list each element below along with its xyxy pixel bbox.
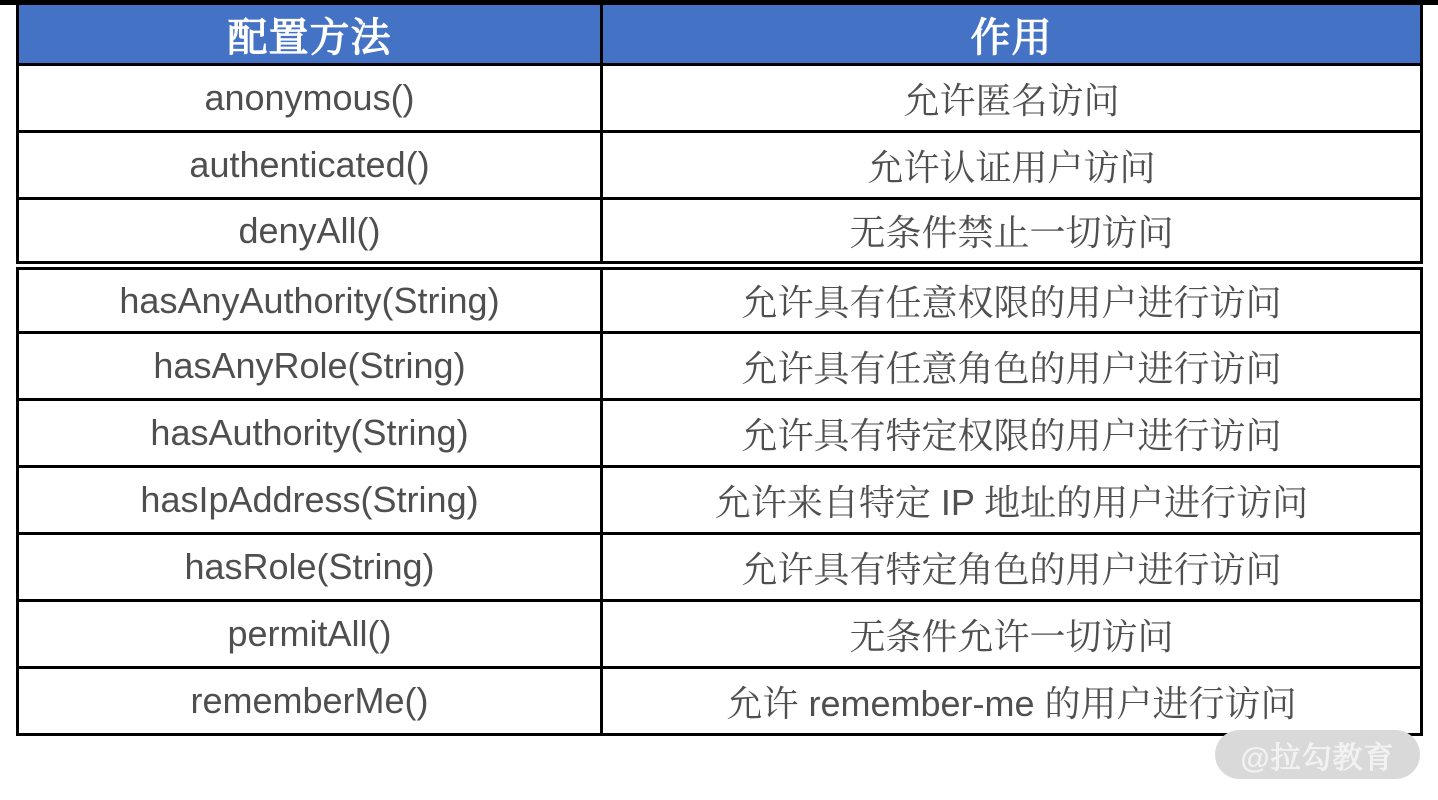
table-header-row <box>18 3 1422 65</box>
method-cell: hasAnyRole(String) <box>18 333 602 400</box>
method-cell: rememberMe() <box>18 668 602 735</box>
table-row <box>18 467 1422 534</box>
table-row <box>18 266 1422 333</box>
effect-cell: 允许具有特定角色的用户进行访问 <box>602 534 1422 601</box>
method-cell: anonymous() <box>18 65 602 132</box>
header-cell-method: 配置方法 <box>18 3 602 65</box>
table-row <box>18 400 1422 467</box>
effect-cell: 无条件禁止一切访问 <box>602 199 1422 266</box>
table-row <box>18 601 1422 668</box>
table-row <box>18 668 1422 735</box>
method-cell: hasRole(String) <box>18 534 602 601</box>
effect-cell: 无条件允许一切访问 <box>602 601 1422 668</box>
security-config-table <box>16 0 1423 736</box>
method-cell: hasIpAddress(String) <box>18 467 602 534</box>
method-cell: hasAnyAuthority(String) <box>18 266 602 333</box>
effect-cell: 允许认证用户访问 <box>602 132 1422 199</box>
header-cell-effect: 作用 <box>602 3 1422 65</box>
effect-cell: 允许 remember-me 的用户进行访问 <box>602 668 1422 735</box>
effect-cell: 允许匿名访问 <box>602 65 1422 132</box>
watermark-badge <box>1215 730 1420 779</box>
method-cell: denyAll() <box>18 199 602 266</box>
watermark-label: @拉勾教育 <box>1240 741 1395 775</box>
effect-cell: 允许具有特定权限的用户进行访问 <box>602 400 1422 467</box>
table-row <box>18 132 1422 199</box>
table-row <box>18 199 1422 266</box>
method-cell: permitAll() <box>18 601 602 668</box>
table-row <box>18 333 1422 400</box>
method-cell: authenticated() <box>18 132 602 199</box>
effect-cell: 允许具有任意权限的用户进行访问 <box>602 266 1422 333</box>
table-row <box>18 65 1422 132</box>
table-row <box>18 534 1422 601</box>
table-body <box>18 65 1422 735</box>
effect-cell: 允许具有任意角色的用户进行访问 <box>602 333 1422 400</box>
method-cell: hasAuthority(String) <box>18 400 602 467</box>
effect-cell: 允许来自特定 IP 地址的用户进行访问 <box>602 467 1422 534</box>
